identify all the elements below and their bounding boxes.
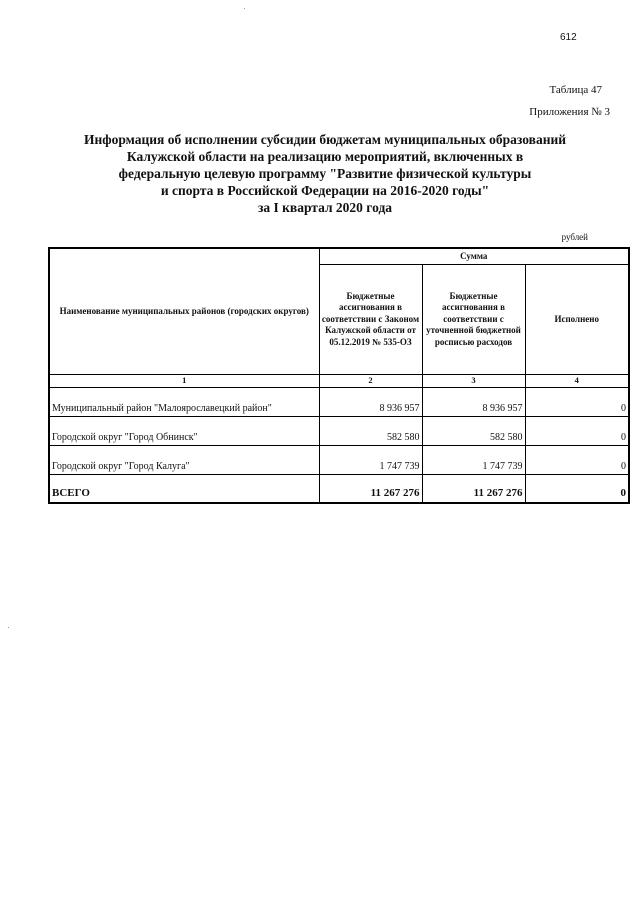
header-name-column: Наименование муниципальных районов (городских округов) — [49, 248, 319, 375]
header-executed: Исполнено — [525, 265, 629, 375]
total-law-allocation: 11 267 276 — [319, 475, 422, 504]
column-number-row — [49, 375, 629, 388]
table-number: Таблица 47 — [549, 84, 602, 96]
row-name: Городской округ "Город Обнинск" — [49, 417, 319, 446]
total-budget-allocation: 11 267 276 — [422, 475, 525, 504]
header-sum-group: Сумма — [319, 248, 629, 265]
title-line: Калужской области на реализацию мероприятий, включенных в — [126, 149, 524, 164]
row-name: Муниципальный район "Малоярославецкий район" — [49, 388, 319, 417]
table-row — [49, 446, 629, 475]
row-law-allocation: 8 936 957 — [319, 388, 422, 417]
table-row — [49, 388, 629, 417]
row-name: Городской округ "Город Калуга" — [49, 446, 319, 475]
header-budget-allocations: Бюджетные ассигнования в соответствии с уточненной бюджетной росписью расходов — [422, 265, 525, 375]
row-executed: 0 — [525, 446, 629, 475]
appendix-label: Приложения № 3 — [529, 106, 610, 118]
subsidy-table — [48, 247, 630, 504]
row-budget-allocation: 582 580 — [422, 417, 525, 446]
header-row-1 — [49, 248, 629, 265]
column-number: 3 — [422, 375, 525, 388]
row-budget-allocation: 8 936 957 — [422, 388, 525, 417]
title-line: Информация об исполнении субсидии бюджетам муниципальных образований — [83, 132, 567, 147]
column-number: 2 — [319, 375, 422, 388]
title-line: за I квартал 2020 года — [257, 200, 393, 215]
column-number: 4 — [525, 375, 629, 388]
units-label: рублей — [561, 232, 588, 242]
document-title — [60, 131, 590, 216]
total-label: ВСЕГО — [49, 475, 319, 504]
row-law-allocation: 582 580 — [319, 417, 422, 446]
title-line: федеральную целевую программу "Развитие физической культуры — [118, 166, 532, 181]
total-row — [49, 475, 629, 504]
row-executed: 0 — [525, 388, 629, 417]
table-row — [49, 417, 629, 446]
row-budget-allocation: 1 747 739 — [422, 446, 525, 475]
scan-speck — [8, 627, 9, 628]
title-line: и спорта в Российской Федерации на 2016-2020 годы" — [160, 183, 490, 198]
scan-speck — [244, 8, 245, 9]
row-executed: 0 — [525, 417, 629, 446]
row-law-allocation: 1 747 739 — [319, 446, 422, 475]
total-executed: 0 — [525, 475, 629, 504]
header-law-allocations: Бюджетные ассигнования в соответствии с Законом Калужской области от 05.12.2019 № 535-ОЗ — [319, 265, 422, 375]
page-number: 612 — [560, 32, 577, 43]
column-number: 1 — [49, 375, 319, 388]
